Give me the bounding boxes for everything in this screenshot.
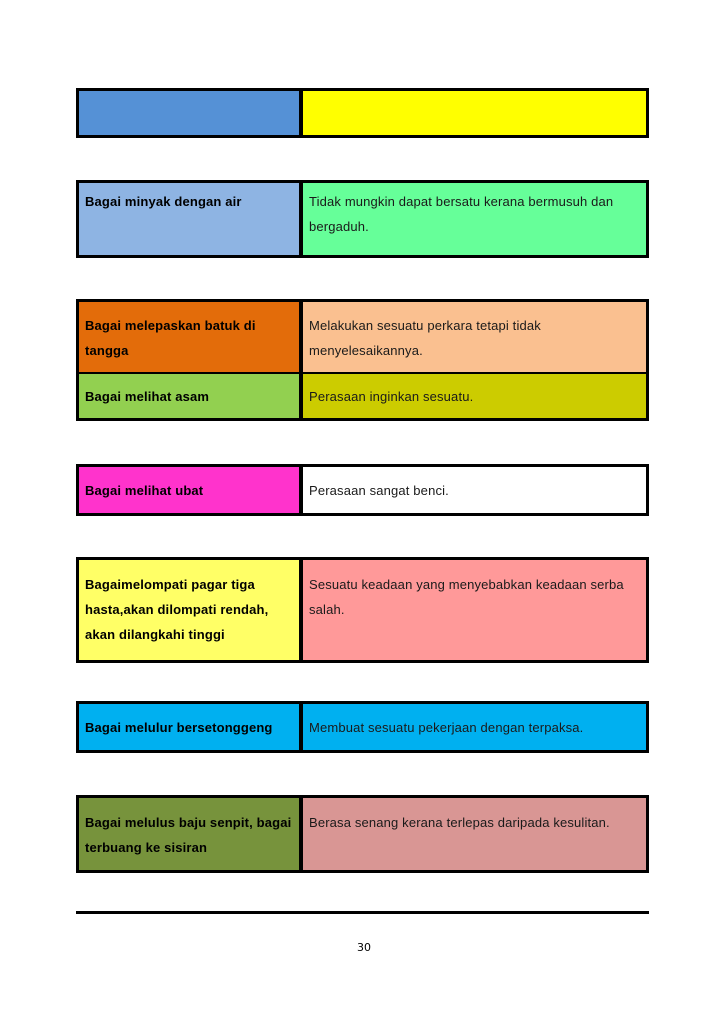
table-row <box>79 372 646 418</box>
header-left-cell <box>79 91 303 135</box>
peribahasa-cell: Bagai melihat asam <box>79 374 303 418</box>
meaning-cell: Sesuatu keadaan yang menyebabkan keadaan serba salah. <box>303 560 646 660</box>
table-row <box>79 704 646 750</box>
peribahasa-cell: Bagai minyak dengan air <box>79 183 303 255</box>
header-right-cell <box>303 91 646 135</box>
page-number: 30 <box>357 941 371 954</box>
table-row <box>79 183 646 255</box>
header-row <box>79 91 646 135</box>
header-table <box>76 88 649 138</box>
meaning-cell: Melakukan sesuatu perkara tetapi tidak menyelesaikannya. <box>303 302 646 372</box>
meaning-cell: Perasaan sangat benci. <box>303 467 646 513</box>
peribahasa-cell: Bagai melepaskan batuk di tangga <box>79 302 303 372</box>
table-row <box>79 302 646 372</box>
meaning-cell: Membuat sesuatu pekerjaan dengan terpaksa. <box>303 704 646 750</box>
footer-divider <box>76 911 649 914</box>
meaning-cell: Tidak mungkin dapat bersatu kerana bermusuh dan bergaduh. <box>303 183 646 255</box>
meaning-cell: Perasaan inginkan sesuatu. <box>303 374 646 418</box>
meaning-cell: Berasa senang kerana terlepas daripada kesulitan. <box>303 798 646 870</box>
peribahasa-table-1 <box>76 180 649 258</box>
peribahasa-cell: Bagai melulur bersetonggeng <box>79 704 303 750</box>
peribahasa-table-4 <box>76 557 649 663</box>
table-row <box>79 798 646 870</box>
peribahasa-cell: Bagai melihat ubat <box>79 467 303 513</box>
peribahasa-table-2 <box>76 299 649 421</box>
table-row <box>79 560 646 660</box>
peribahasa-table-3 <box>76 464 649 516</box>
peribahasa-table-5 <box>76 701 649 753</box>
peribahasa-table-6 <box>76 795 649 873</box>
table-row <box>79 467 646 513</box>
peribahasa-cell: Bagai melulus baju senpit, bagai terbuang ke sisiran <box>79 798 303 870</box>
peribahasa-cell: Bagaimelompati pagar tiga hasta,akan dilompati rendah, akan dilangkahi tinggi <box>79 560 303 660</box>
